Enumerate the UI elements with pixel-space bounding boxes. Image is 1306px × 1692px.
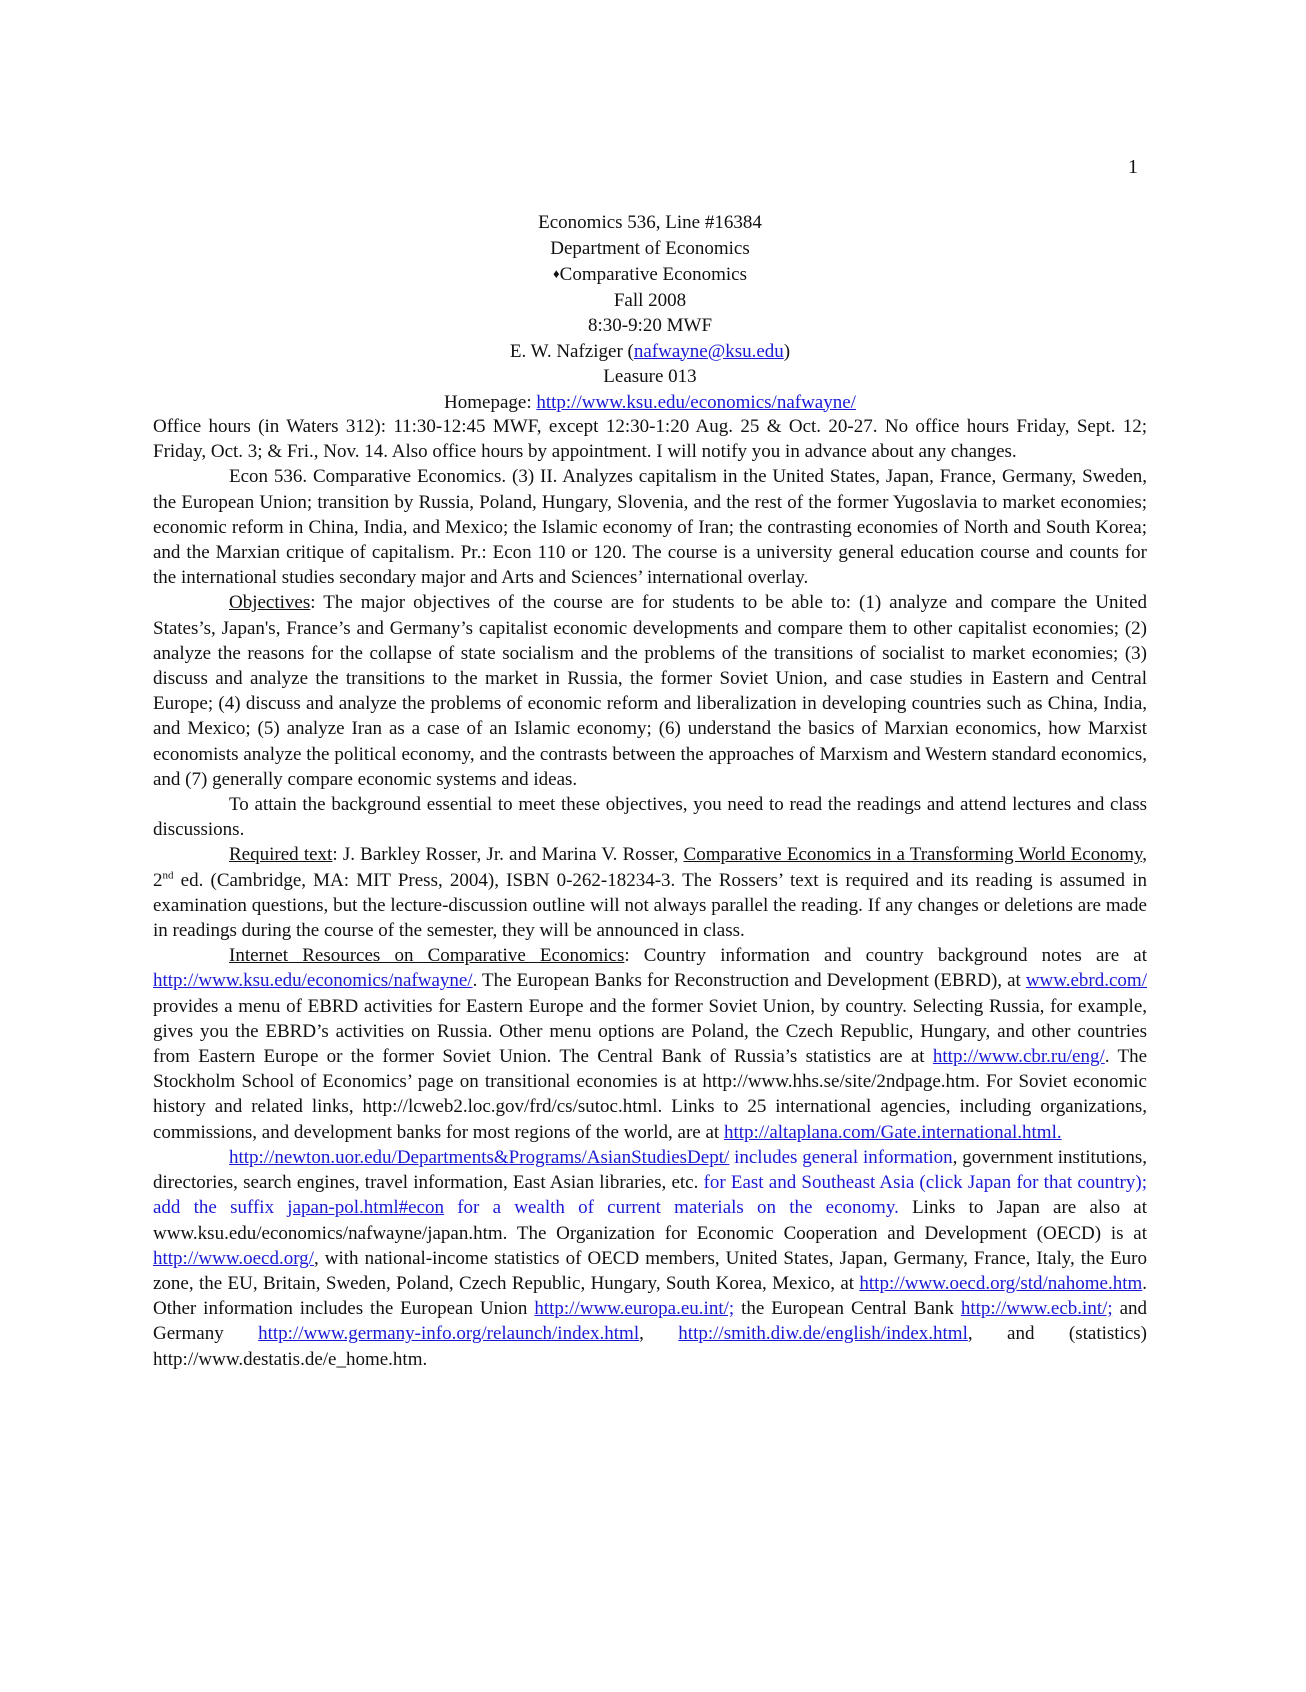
oecd-link[interactable]: http://www.oecd.org/ bbox=[153, 1247, 314, 1269]
instructor-close: ) bbox=[783, 340, 791, 362]
asian-text-8: , and (statistics) http://www.destatis.de/e_home.htm. bbox=[153, 1323, 1148, 1370]
internet-resources-paragraph bbox=[153, 943, 1147, 1145]
course-description: Econ 536. Comparative Economics. (3) II. Analyzes capitalism in the United States, Japan, France, Germany, Sweden, the European Union; transition by Russia, Poland, Hungary, Slovenia, and the rest of the former Yugoslavia to market economies; economic reform in China, India, and Mexico; the Islamic economy of Iran; the contrasting economies of North and South Korea; and the Marxian critique of capitalism. Pr.: Econ 110 or 120. The course is a university general education course and counts for the international studies secondary major and Arts and Sciences’ international overlay. bbox=[153, 466, 1147, 589]
asian-text-2: Links to Japan are also at www.ksu.edu/economics/nafwayne/japan.htm. The Organization for Economic Cooperation and Development (OECD) is at bbox=[153, 1197, 1147, 1244]
homepage-line bbox=[150, 390, 1150, 416]
internet-text-3: provides a menu of EBRD activities for Eastern Europe and the former Soviet Union, by country. Selecting Russia, for example, gives you the EBRD’s activities on Russia. Other menu options are Poland, the Czech Republic, Hungary, and other countries from Eastern Europe or the former Soviet Union. The Central Bank of Russia’s statistics are at bbox=[153, 995, 1147, 1068]
internet-text-4: . The Stockholm School of Economics’ page on transitional economies is at http://www.hhs.se/site/2ndpage.htm. For Soviet economic history and related links, http://lcweb2.loc.gov/frd/cs/sutoc.html. Links to 25 international agencies, including organizations, commissions, and development banks for most regions of the world, are at bbox=[153, 1046, 1147, 1143]
internet-text-2: . The European Banks for Reconstruction and Development (EBRD), at bbox=[472, 970, 1026, 992]
course-header bbox=[150, 210, 1150, 415]
asian-blue-4: for a wealth of current materials on the economy. bbox=[444, 1197, 899, 1219]
asian-text-1: , government institutions, directories, search engines, travel information, East Asian libraries, etc. bbox=[153, 1146, 1147, 1194]
required-text-rest: ed. (Cambridge, MA: MIT Press, 2004), ISBN 0-262-18234-3. The Rossers’ text is required and its reading is assumed in examination questions, but the lecture-discussion outline will not always parallel the reading. If any changes or deletions are made in readings during the course of the semester, they will be announced in class. bbox=[153, 869, 1147, 942]
page-number: 1 bbox=[1128, 156, 1138, 178]
japan-pol-link[interactable]: japan-pol.html#econ bbox=[287, 1197, 445, 1219]
asian-text-7: , bbox=[639, 1323, 679, 1345]
edition-sup: nd bbox=[162, 869, 174, 882]
syllabus-body bbox=[153, 414, 1147, 1372]
ebrd-link[interactable]: www.ebrd.com/ bbox=[1025, 970, 1147, 992]
instructor-email-link[interactable]: nafwayne@ksu.edu bbox=[633, 340, 784, 362]
ksu-nafwayne-link[interactable]: http://www.ksu.edu/economics/nafwayne/ bbox=[153, 970, 473, 992]
department: Department of Economics bbox=[550, 237, 750, 259]
course-title: Comparative Economics bbox=[559, 264, 747, 285]
homepage-label: Homepage: bbox=[444, 391, 537, 413]
asian-text-3: , with national-income statistics of OECD members, United States, Japan, Germany, France, Italy, the Euro zone, the EU, Britain, Sweden, Poland, Czech Republic, Hungary, South Korea, Mexico, at bbox=[153, 1247, 1147, 1294]
asian-text-4: . Other information includes the European Union bbox=[153, 1272, 1147, 1320]
edition-pre: , 2 bbox=[153, 844, 1147, 891]
course-title-line bbox=[150, 261, 1150, 288]
diw-link[interactable]: http://smith.diw.de/english/index.html bbox=[678, 1323, 968, 1345]
instructor-name: E. W. Nafziger ( bbox=[509, 340, 634, 362]
diamond-bullet-icon: ♦ bbox=[553, 266, 560, 281]
required-text-paragraph bbox=[153, 842, 1147, 943]
objectives-label: Objectives bbox=[229, 592, 311, 614]
required-text-label: Required text bbox=[229, 844, 333, 866]
oecd-nahome-link[interactable]: http://www.oecd.org/std/nahome.htm bbox=[859, 1272, 1143, 1294]
instructor-line bbox=[150, 339, 1150, 365]
cbr-link[interactable]: http://www.cbr.ru/eng/ bbox=[932, 1046, 1105, 1068]
course-line: Economics 536, Line #16384 bbox=[538, 212, 762, 233]
room: Leasure 013 bbox=[603, 366, 697, 387]
office-hours: Office hours (in Waters 312): 11:30-12:45 MWF, except 12:30-1:20 Aug. 25 & Oct. 20-27. No office hours Friday, Sept. 12; Friday, Oct. 3; & Fri., Nov. 14. Also office hours by appointment. I will notify you in advance about any changes. bbox=[153, 416, 1147, 463]
asian-text-5: the European Central Bank bbox=[734, 1298, 961, 1320]
asian-resources-paragraph bbox=[153, 1145, 1147, 1372]
internet-text-1: : Country information and country background notes are at bbox=[624, 945, 1147, 967]
homepage-link[interactable]: http://www.ksu.edu/economics/nafwayne/ bbox=[536, 391, 856, 413]
newton-uor-link[interactable]: http://newton.uor.edu/Departments&Programs/AsianStudiesDept/ bbox=[229, 1146, 730, 1168]
class-time: 8:30-9:20 MWF bbox=[587, 315, 713, 336]
book-title: Comparative Economics in a Transforming World Economy bbox=[683, 844, 1143, 866]
objectives-text: : The major objectives of the course are for students to be able to: (1) analyze and compare the United States’s, Japan's, France’s and Germany’s capitalist economic developments and compare them to other capitalist economies; (2) analyze the reasons for the collapse of state socialism and the problems of the transitions of socialist to market economies; (3) discuss and analyze the transitions to the market in Russia, the former Soviet Union, and case studies in Eastern and Central Europe; (4) discuss and analyze the problems of economic reform and liberalization in developing countries such as China, India, and Mexico; (5) analyze Iran as a case of an Islamic economy; (6) understand the basics of Marxian economics, how Marxist economists analyze the political economy, and the contrasts between the approaches of Marxism and Western standard economics, and (7) generally compare economic systems and ideas. bbox=[153, 592, 1147, 790]
altaplana-link[interactable]: http://altaplana.com/Gate.international.html. bbox=[723, 1121, 1062, 1143]
europa-link[interactable]: http://www.europa.eu.int/; bbox=[534, 1298, 735, 1320]
required-text-authors: : J. Barkley Rosser, Jr. and Marina V. Rosser, bbox=[332, 844, 684, 866]
asian-text-6: and Germany bbox=[153, 1298, 1148, 1345]
germany-info-link[interactable]: http://www.germany-info.org/relaunch/index.html bbox=[258, 1323, 640, 1345]
term: Fall 2008 bbox=[613, 289, 687, 311]
background-paragraph: To attain the background essential to meet these objectives, you need to read the readings and attend lectures and class discussions. bbox=[153, 794, 1147, 841]
asian-blue-2: for East and Southeast Asia (click Japan for that country); add the suffix bbox=[153, 1172, 1147, 1219]
ecb-link[interactable]: http://www.ecb.int/; bbox=[960, 1298, 1113, 1320]
objectives-paragraph bbox=[153, 590, 1147, 792]
asian-blue-1: includes general information bbox=[729, 1146, 953, 1168]
internet-resources-label: Internet Resources on Comparative Economics bbox=[229, 945, 625, 967]
